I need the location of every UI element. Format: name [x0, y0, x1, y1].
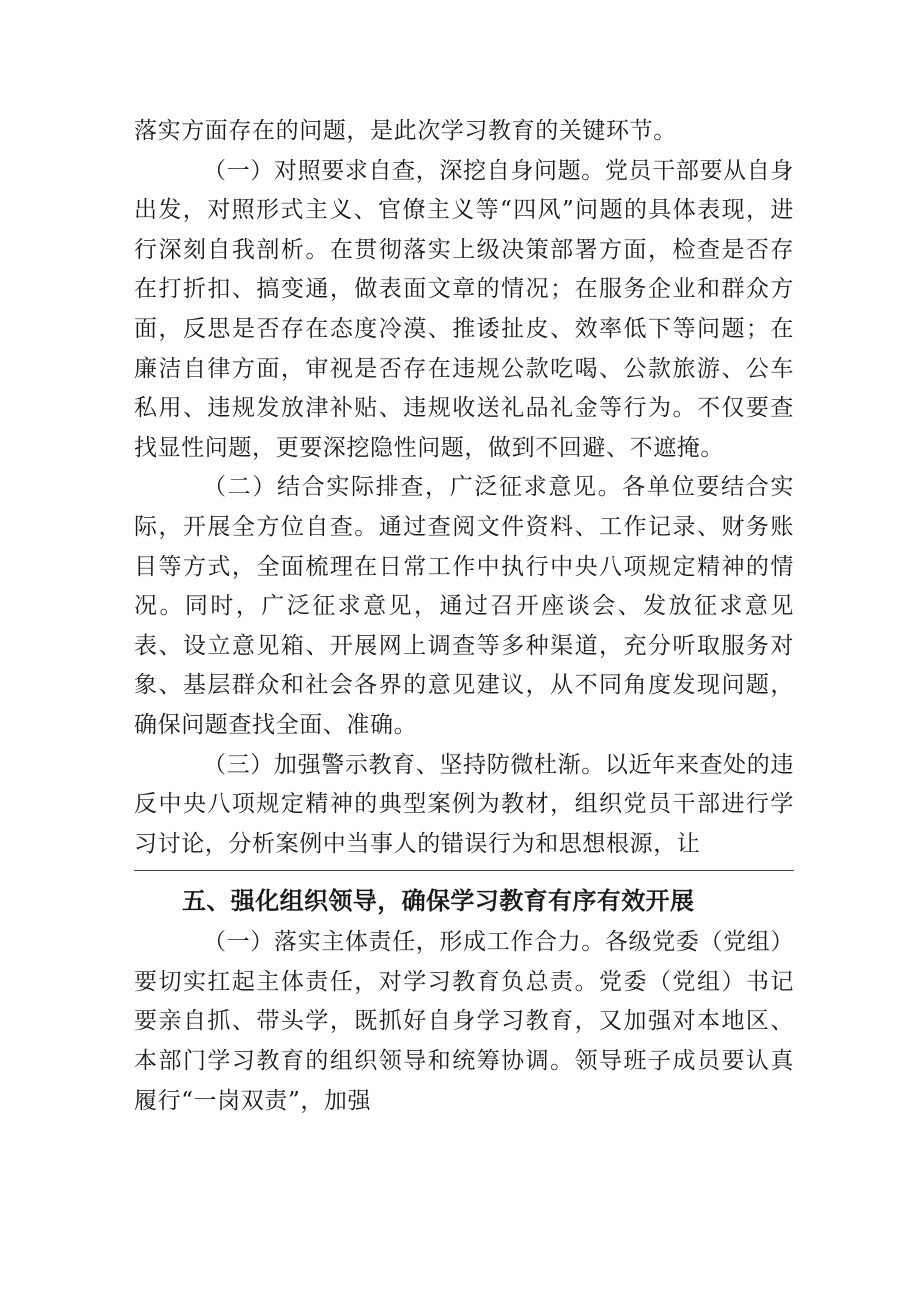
paragraph-investigation: （二）结合实际排查，广泛征求意见。各单位要结合实际，开展全方位自查。通过查阅文件资料、工作记录、财务账目等方式，全面梳理在日常工作中执行中央八项规定精神的情况。同时，广泛征求意见，通过召开座谈会、发放征求意见表、设立意见箱、开展网上调查等多种渠道，充分听取服务对象、基层群众和社会各界的意见建议，从不同角度发现问题，确保问题查找全面、准确。: [134, 474, 794, 738]
paragraph-continuation: 落实方面存在的问题，是此次学习教育的关键环节。: [134, 118, 677, 144]
paragraph-responsibility: （一）落实主体责任，形成工作合力。各级党委（党组）要切实扛起主体责任，对学习教育负总责。党委（党组）书记要亲自抓、带头学，既抓好自身学习教育，又加强对本地区、本部门学习教育的组织领导和统筹协调。领导班子成员要认真履行“一岗双责”，加强: [134, 929, 794, 1114]
paragraph-warning-education: （三）加强警示教育、坚持防微杜渐。以近年来查处的违反中央八项规定精神的典型案例为教材，组织党员干部进行学习讨论，分析案例中当事人的错误行为和思想根源，让: [134, 751, 794, 857]
paragraph-self-inspection: （一）对照要求自查，深挖自身问题。党员干部要从自身出发，对照形式主义、官僚主义等“四风”问题的具体表现，进行深刻自我剖析。在贯彻落实上级决策部署方面，检查是否存在打折扣、搞变通，做表面文章的情况；在服务企业和群众方面，反思是否存在态度冷漠、推诿扯皮、效率低下等问题；在廉洁自律方面，审视是否存在违规公款吃喝、公款旅游、公车私用、违规发放津补贴、违规收送礼品礼金等行为。不仅要查找显性问题，更要深挖隐性问题，做到不回避、不遮掩。: [134, 157, 794, 461]
document-page: [134, 112, 794, 1121]
section-divider: [134, 870, 794, 871]
section-heading: 五、强化组织领导，确保学习教育有序有效开展: [182, 887, 695, 916]
